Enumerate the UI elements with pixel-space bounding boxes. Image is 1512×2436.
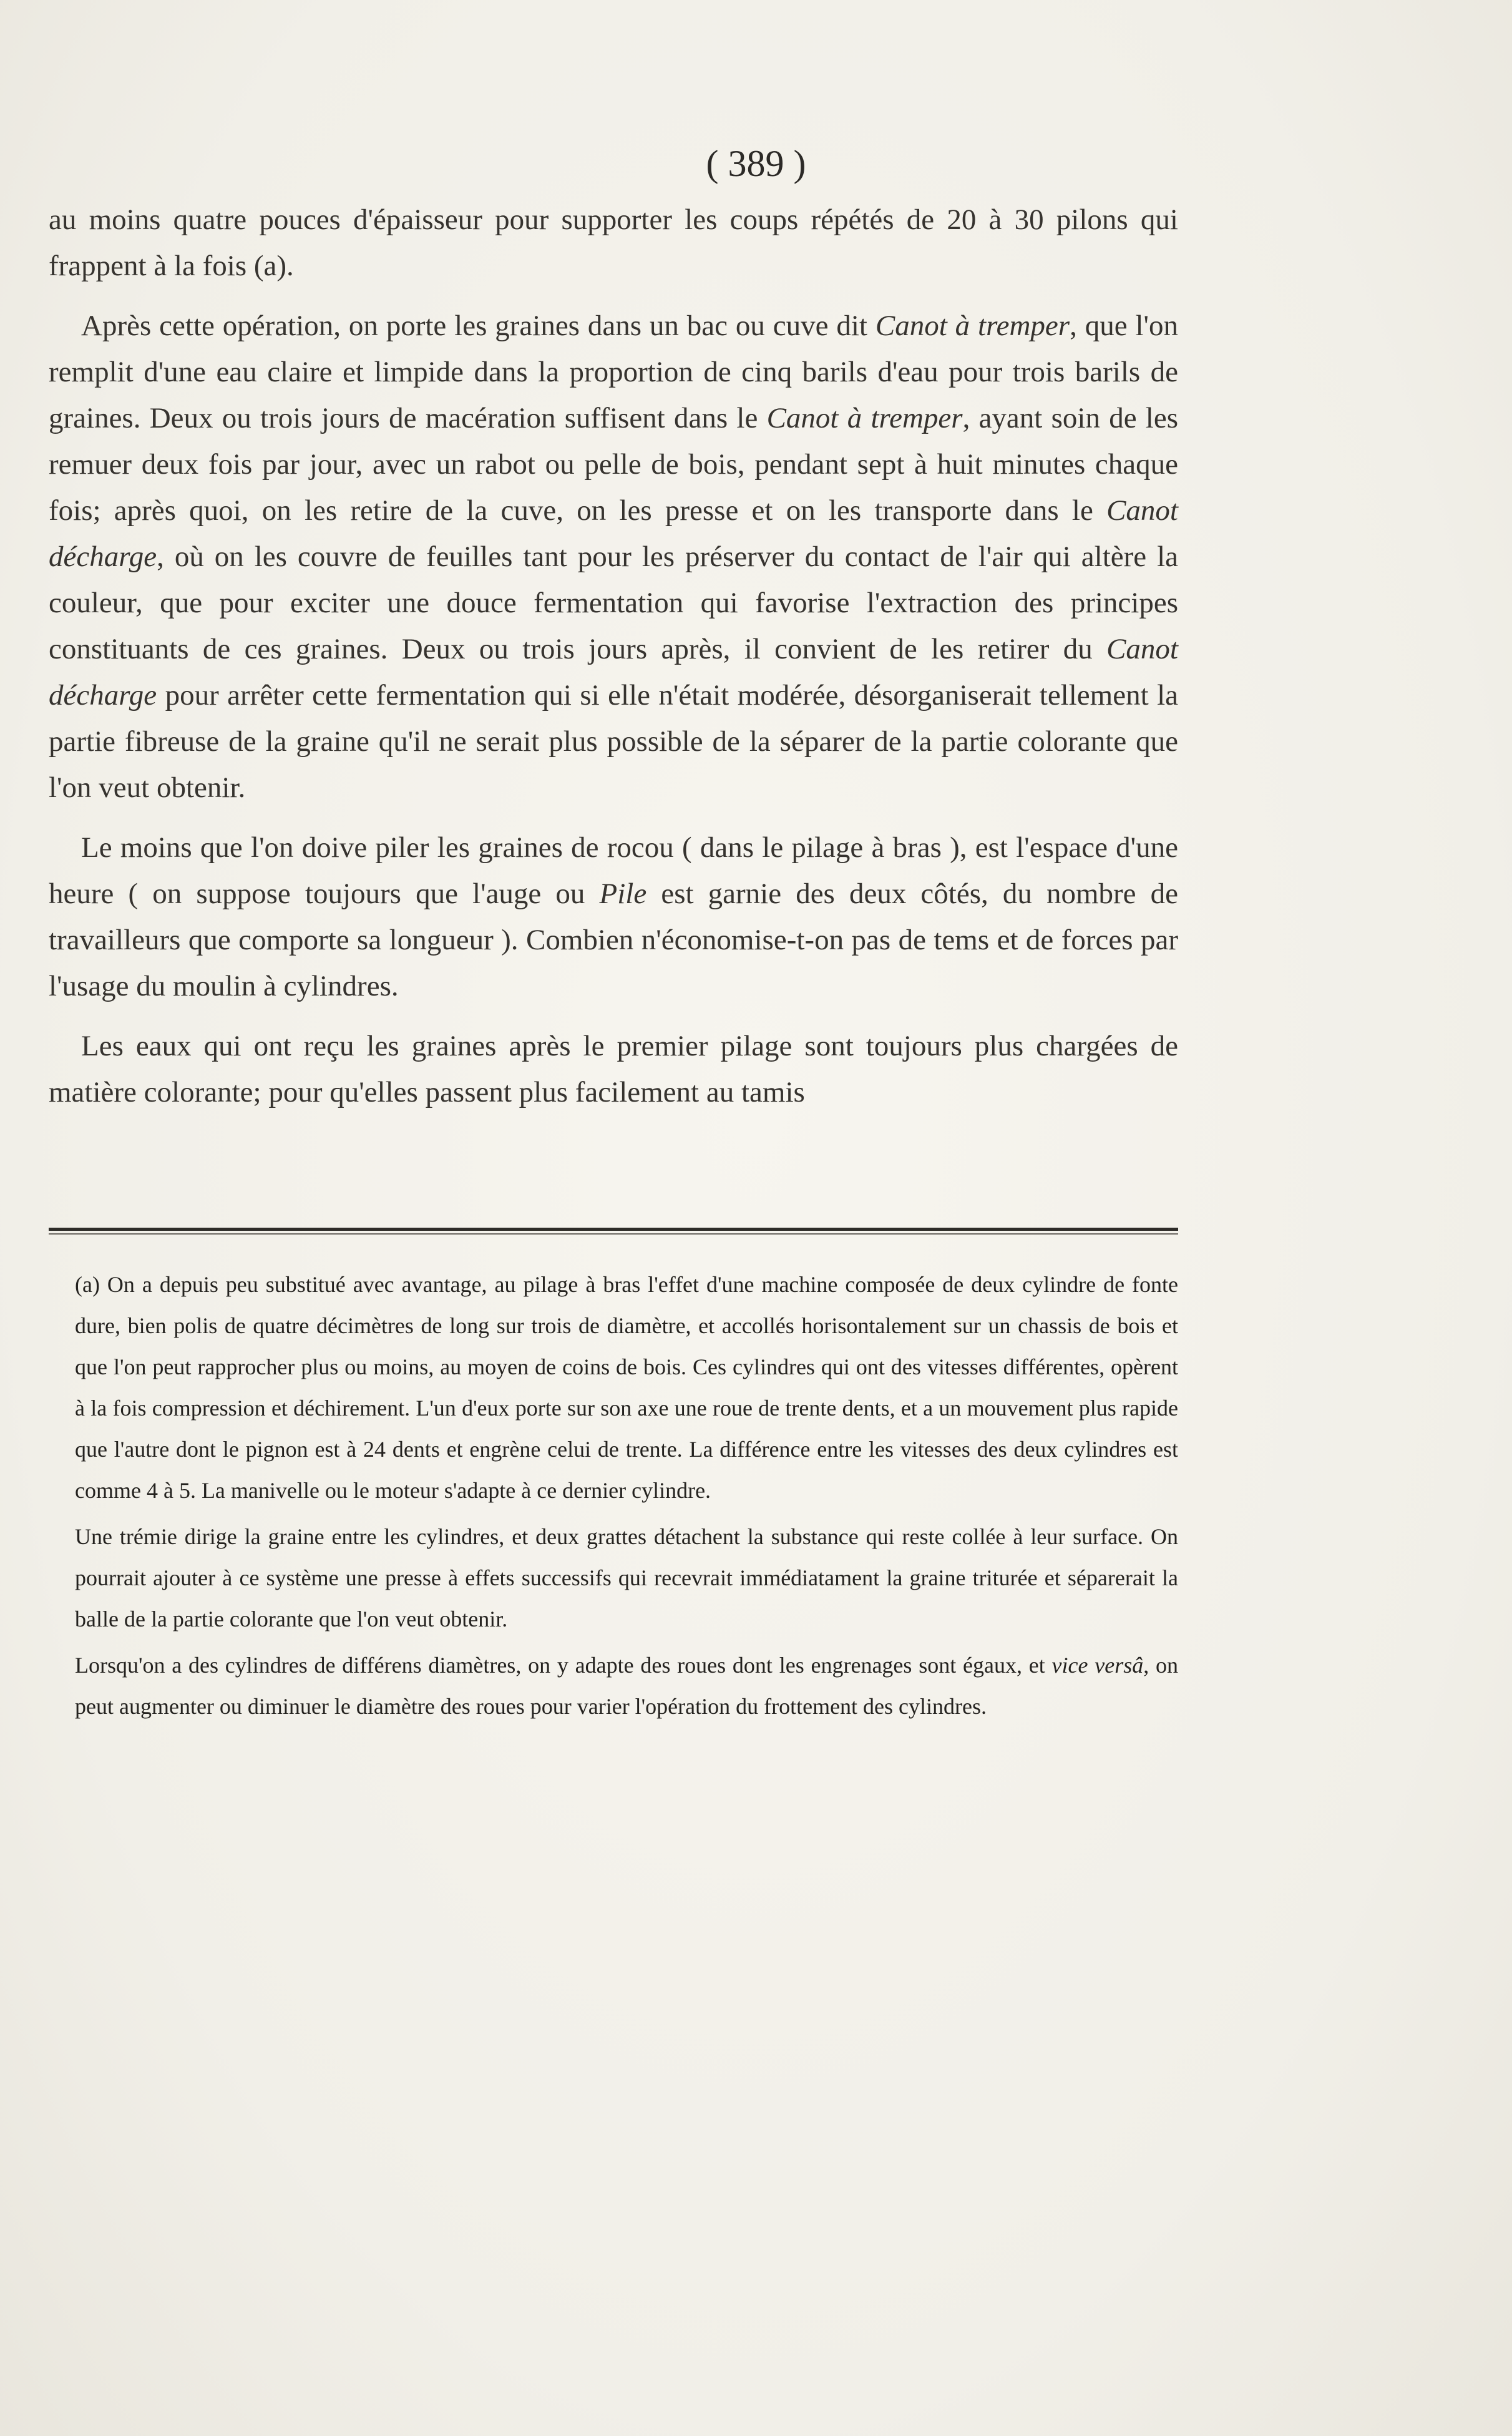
footnote-a [75,1264,1178,1511]
footnote-divider [49,1228,1178,1231]
term-canot-decharge: Canot décharge [49,494,1178,573]
term-canot-decharge-2: Canot décharge [49,633,1178,712]
term-canot-a-tremper-2: Canot à tremper [766,402,963,434]
paragraph-2-text-a: Après cette opération, on porte les graines dans un bac ou cuve dit [81,310,875,342]
footnotes [75,1264,1178,1727]
footnote-paragraph-3-text-a: Lorsqu'on a des cylindres de différens diamètres, on y adapte des roues dont les engrenages sont égaux, et [75,1653,1052,1678]
paragraph-2-text-c: , ayant soin de les remuer deux fois par jour, avec un rabot ou pelle de bois, pendant sept à huit minutes chaque fois; après quoi, on les retire de la cuve, on les presse et on les transporte dans le [49,402,1179,527]
paragraph-1-text: au moins quatre pouces d'épaisseur pour supporter les coups répétés de 20 à 30 pilons qui frappent à la fois (a). [49,203,1178,282]
paragraph-2 [49,303,1178,811]
paragraph-2-text-b: , que l'on remplit d'une eau claire et limpide dans la proportion de cinq barils d'eau pour trois barils de graines. Deux ou trois jours de macération suffisent dans le [49,310,1178,434]
footnote-paragraph-2-text: Une trémie dirige la graine entre les cylindres, et deux grattes détachent la substance qui reste collée à leur surface. On pourrait ajouter à ce système une presse à effets successifs qui recevrait immédiatament la graine triturée et séparerait la balle de la partie colorante que l'on veut obtenir. [75,1524,1178,1631]
footnote-paragraph-3-text-b: , on peut augmenter ou diminuer le diamètre des roues pour varier l'opération du frottement des cylindres. [75,1653,1179,1719]
paragraph-1 [49,197,1178,289]
footnote-paragraph-3 [75,1645,1178,1727]
paragraph-3-text-a: Le moins que l'on doive piler les graines de rocou ( dans le pilage à bras ), est l'espace d'une heure ( on suppose toujours que l'auge ou [49,831,1178,910]
footnote-paragraph-2 [75,1516,1178,1640]
paragraph-3 [49,824,1178,1009]
paragraph-2-text-e: pour arrêter cette fermentation qui si elle n'était modérée, désorganiserait tellement la partie fibreuse de la graine qu'il ne serait plus possible de la séparer de la partie colorante que l'on veut obtenir. [49,679,1178,804]
paragraph-3-text-b: est garnie des deux côtés, du nombre de travailleurs que comporte sa longueur ). Combien n'économise-t-on pas de tems et de forces par l'usage du moulin à cylindres. [49,878,1179,1002]
paragraph-2-text-d: , où on les couvre de feuilles tant pour les préserver du contact de l'air qui altère la couleur, que pour exciter une douce fermentation qui favorise l'extraction des principes constituants de ces graines. Deux ou trois jours après, il convient de les retirer du [49,541,1178,665]
term-vice-versa: vice versâ [1051,1653,1144,1678]
term-canot-a-tremper: Canot à tremper [875,310,1070,342]
page-number: ( 389 ) [706,143,806,184]
paragraph-4-text: Les eaux qui ont reçu les graines après le premier pilage sont toujours plus chargées de matière colorante; pour qu'elles passent plus facilement au tamis [49,1030,1178,1108]
footnote-a-text: (a) On a depuis peu substitué avec avantage, au pilage à bras l'effet d'une machine composée de deux cylindre de fonte dure, bien polis de quatre décimètres de long sur trois de diamètre, et accollés horisontalement sur un chassis de bois et que l'on peut rapprocher plus ou moins, au moyen de coins de bois. Ces cylindres qui ont des vitesses différentes, opèrent à la fois compression et déchirement. L'un d'eux porte sur son axe une roue de trente dents, et a un mouvement plus rapide que l'autre dont le pignon est à 24 dents et engrène celui de trente. La différence entre les vitesses des deux cylindres est comme 4 à 5. La manivelle ou le moteur s'adapte à ce dernier cylindre. [75,1272,1178,1503]
paragraph-4 [49,1023,1178,1115]
body-text [49,197,1178,1115]
term-pile: Pile [599,878,647,910]
